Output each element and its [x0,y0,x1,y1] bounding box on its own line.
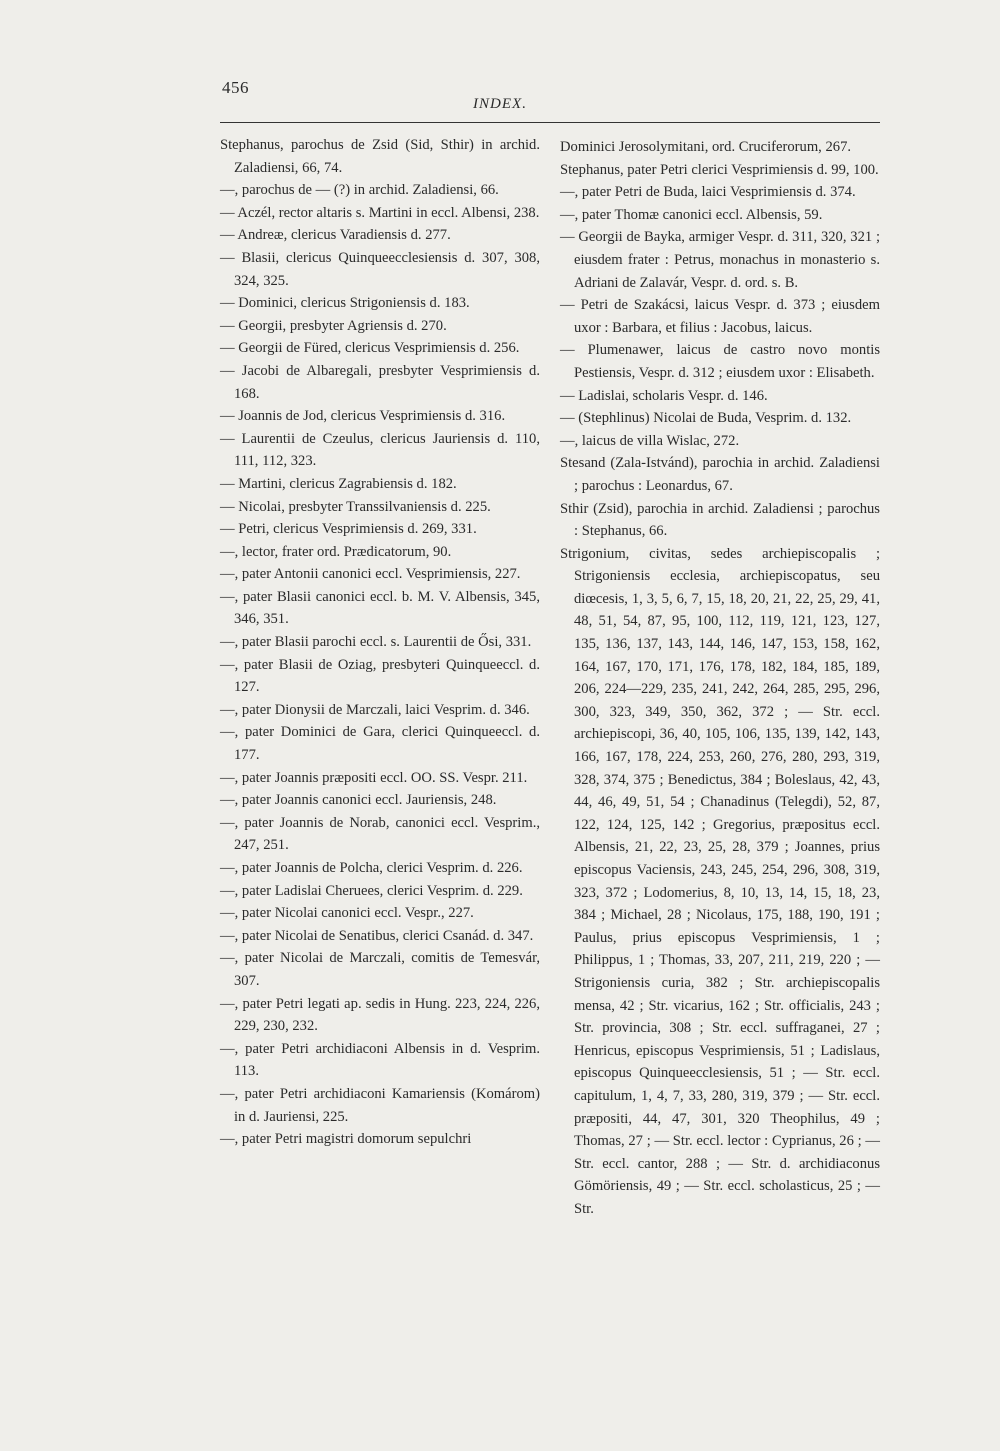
running-title: INDEX. [473,96,527,112]
index-entry: —, pater Antonii canonici eccl. Vesprimiensis, 227. [220,566,521,583]
index-entry: — Nicolai, presbyter Transsilvaniensis d. 225. [220,498,491,515]
index-entry: —, parochus de — (?) in archid. Zaladiensi, 66. [220,182,499,199]
index-entry: Stephanus, pater Petri clerici Vesprimiensis d. 99, 100. [560,161,879,178]
index-entry: —, pater Nicolai de Marczali, comitis de Temesvár, 307. [220,950,540,989]
index-entry: — Georgii, presbyter Agriensis d. 270. [220,317,447,334]
index-entry: —, pater Petri archidiaconi Kamariensis (Komárom) in d. Jauriensi, 225. [220,1085,540,1125]
index-column-left [220,134,540,1151]
index-entry: —, pater Petri archidiaconi Albensis in d. Vesprim. 113. [220,1040,540,1080]
index-entry: —, pater Joannis canonici eccl. Jauriensis, 248. [220,792,497,809]
index-entry: — Plumenawer, laicus de castro novo montis Pestiensis, Vespr. d. 312 ; eiusdem uxor : Elisabeth. [560,342,880,381]
header-rule [220,122,880,123]
index-entry: —, pater Blasii parochi eccl. s. Laurentii de Ősi, 331. [220,634,532,651]
index-entry: —, pater Petri magistri domorum sepulchri [220,1131,472,1148]
index-entry: Stephanus, parochus de Zsid (Sid, Sthir) in archid. Zaladiensi, 66, 74. [220,137,540,176]
index-entry: — Ladislai, scholaris Vespr. d. 146. [560,387,768,404]
index-entry: Dominici Jerosolymitani, ord. Cruciferorum, 267. [560,139,852,155]
index-entry: —, lector, frater ord. Prædicatorum, 90. [220,543,452,560]
index-entry: — Blasii, clericus Quinqueecclesiensis d. 307, 308, 324, 325. [220,249,540,289]
index-entry: — Petri de Szakácsi, laicus Vespr. d. 373 ; eiusdem uxor : Barbara, et filius : Jacobus, laicus. [560,297,880,336]
index-entry: — Laurentii de Czeulus, clericus Jauriensis d. 110, 111, 112, 323. [220,430,540,470]
index-entry: —, pater Nicolai de Senatibus, clerici Csanád. d. 347. [220,927,534,944]
index-entry: — Georgii de Füred, clericus Vesprimiensis d. 256. [220,340,520,357]
page-number: 456 [222,78,249,97]
index-entry: —, pater Thomæ canonici eccl. Albensis, 59. [560,206,823,223]
index-entry: —, pater Dominici de Gara, clerici Quinqueeccl. d. 177. [220,724,540,764]
index-entry: Stesand (Zala-Istvánd), parochia in archid. Zaladiensi ; parochus : Leonardus, 67. [560,455,880,494]
index-entry: —, pater Petri legati ap. sedis in Hung. 223, 224, 226, 229, 230, 232. [220,995,540,1035]
index-entry: — Georgii de Bayka, armiger Vespr. d. 311, 320, 321 ; eiusdem frater : Petrus, monachus in monasterio s. Adriani de Zalavár, Vespr. d. ord. s. B. [560,229,880,291]
index-entry: —, pater Dionysii de Marczali, laici Vesprim. d. 346. [220,701,530,718]
index-entry: — Petri, clericus Vesprimiensis d. 269, 331. [220,521,477,538]
index-entry: — Dominici, clericus Strigoniensis d. 183. [220,295,470,312]
index-entry: — Andreæ, clericus Varadiensis d. 277. [220,227,451,244]
index-entry: Sthir (Zsid), parochia in archid. Zaladiensi ; parochus : Stephanus, 66. [560,500,880,540]
index-entry: —, laicus de villa Wislac, 272. [560,432,740,449]
index-entry: —, pater Ladislai Cheruees, clerici Vesprim. d. 229. [220,882,523,899]
index-entry: —, pater Nicolai canonici eccl. Vespr., 227. [220,905,474,922]
index-entry: —, pater Petri de Buda, laici Vesprimiensis d. 374. [560,184,856,201]
index-entry: —, pater Joannis præpositi eccl. OO. SS. Vespr. 211. [220,769,528,786]
index-entry: — Joannis de Jod, clericus Vesprimiensis d. 316. [220,408,506,425]
index-entry: — Jacobi de Albaregali, presbyter Vesprimiensis d. 168. [220,362,540,402]
index-entry: —, pater Blasii de Oziag, presbyteri Quinqueeccl. d. 127. [220,656,540,696]
index-entry: Strigonium, civitas, sedes archiepiscopalis ; Strigoniensis ecclesia, archiepiscopatus, seu diœcesis, 1, 3, 5, 6, 7, 15, 18, 20, 21, 22, 25, 29, 41, 48, 51, 54, 87, 95, 100, 112, 119, 121, 123, 127, 135, 136, 137, 143, 144, 146, 147, 153, 158, 162, 164, 167, 170, 171, 176, 178, 182, 184, 185, 189, 206, 224—229, 235, 241, 242, 264, 285, 295, 296, 300, 323, 349, 350, 362, 372 ; — Str. eccl. archiepiscopi, 36, 40, 105, 106, 135, 139, 142, 143, 166, 167, 178, 224, 253, 260, 276, 280, 293, 319, 328, 374, 375 ; Benedictus, 384 ; Boleslaus, 42, 43, 44, 46, 49, 51, 54 ; Chanadinus (Telegdi), 52, 87, 122, 124, 125, 142 ; Gregorius, præpositus eccl. Albensis, 21, 22, 23, 25, 28, 379 ; Joannes, prius episcopus Vaciensis, 243, 245, 254, 296, 308, 319, 323, 372 ; Lodomerius, 8, 10, 13, 14, 15, 18, 23, 384 ; Michael, 28 ; Nicolaus, 175, 188, 190, 191 ; Paulus, prius episcopus Vesprimiensis, 1 ; Philippus, 1 ; Thomas, 33, 207, 211, 219, 220 ; — Strigoniensis curia, 382 ; Str. archiepiscopalis mensa, 42 ; Str. vicarius, 162 ; Str. officialis, 243 ; Str. provincia, 308 ; Str. eccl. suffraganei, 27 ; Henricus, episcopus Vesprimiensis, 51 ; Ladislaus, episcopus Quinqueecclesiensis, 51 ; — Str. eccl. capitulum, 1, 4, 7, 33, 280, 319, 379 ; — Str. eccl. præpositi, 44, 47, 301, 320 Theophilus, 49 ; Thomas, 27 ; — Str. eccl. lector : Cyprianus, 26 ; — Str. eccl. cantor, 288 ; — Str. d. archidiaconus Gömöriensis, 49 ; — Str. eccl. scholasticus, 25 ; — Str. [560,545,880,1217]
index-entry: — Aczél, rector altaris s. Martini in eccl. Albensi, 238. [220,204,540,221]
index-entry: — Martini, clericus Zagrabiensis d. 182. [220,475,457,492]
index-entry: —, pater Blasii canonici eccl. b. M. V. Albensis, 345, 346, 351. [220,588,540,628]
index-entry: — (Stephlinus) Nicolai de Buda, Vesprim. d. 132. [560,410,852,427]
index-entry: —, pater Joannis de Norab, canonici eccl. Vesprim., 247, 251. [220,814,540,854]
index-entry: —, pater Joannis de Polcha, clerici Vesprim. d. 226. [220,860,523,876]
index-column-right [560,136,880,1221]
